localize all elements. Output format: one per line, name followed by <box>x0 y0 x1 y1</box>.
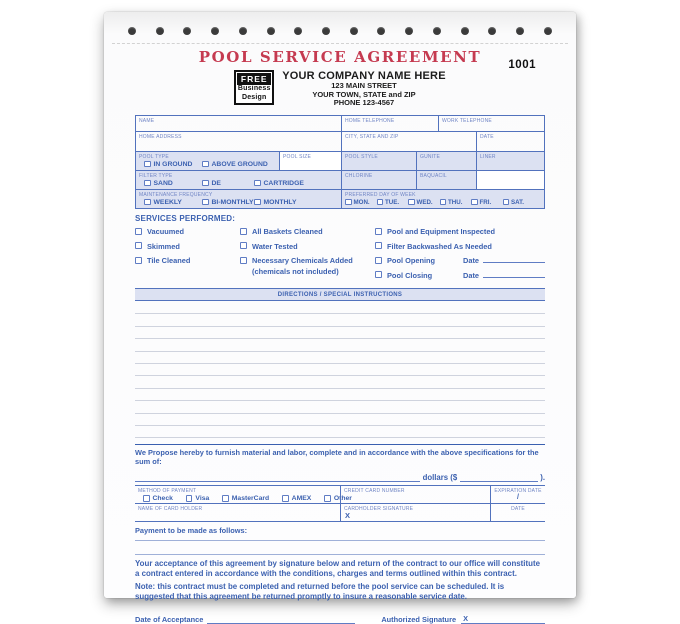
liner-label: LINER <box>480 153 496 160</box>
chlorine-field[interactable] <box>341 171 416 189</box>
pool-closing-date-line[interactable] <box>483 271 545 278</box>
necessary-chemicals-label: Necessary Chemicals Added <box>252 256 353 265</box>
friday-label: FRI. <box>479 198 492 206</box>
in-ground-label: IN GROUND <box>153 160 193 168</box>
weekly-label: WEEKLY <box>153 198 182 206</box>
payment-date-field[interactable] <box>490 504 545 521</box>
blank-line[interactable] <box>135 314 545 326</box>
dollars-close-paren: ). <box>540 473 545 483</box>
date-of-acceptance-label: Date of Acceptance <box>135 614 204 624</box>
checkbox-friday[interactable] <box>471 199 478 206</box>
checkbox-weekly[interactable] <box>144 199 151 206</box>
feed-hole-icon <box>405 27 413 35</box>
name-label: NAME <box>139 117 155 124</box>
chemicals-note: (chemicals not included) <box>252 266 339 276</box>
de-label: DE <box>211 179 221 187</box>
cartridge-label: CARTRIDGE <box>263 179 304 187</box>
feed-hole-icon <box>211 27 219 35</box>
checkbox-monthly[interactable] <box>254 199 261 206</box>
company-address1: 123 MAIN STREET <box>331 81 397 90</box>
method-of-payment-label: METHOD OF PAYMENT <box>138 487 197 494</box>
logo-design-text: Design <box>241 93 267 101</box>
feed-hole-icon <box>156 27 164 35</box>
logo-free-text: FREE <box>237 73 271 85</box>
expiration-date-field[interactable] <box>490 486 545 503</box>
empty-field[interactable] <box>476 171 544 189</box>
checkbox-tuesday[interactable] <box>377 199 384 206</box>
home-telephone-label: HOME TELEPHONE <box>345 117 395 124</box>
checkbox-tile-cleaned[interactable] <box>135 257 142 264</box>
baquacil-field[interactable] <box>416 171 476 189</box>
blank-line[interactable] <box>135 364 545 376</box>
pool-type-cell <box>136 152 279 170</box>
pool-opening-date-label: Date <box>463 256 480 265</box>
tile-cleaned-label: Tile Cleaned <box>147 256 191 265</box>
checkbox-sand[interactable] <box>144 180 151 187</box>
pool-type-label: POOL TYPE <box>139 153 169 160</box>
filter-type-cell <box>136 171 341 189</box>
skimmed-label: Skimmed <box>147 241 180 251</box>
tractor-feed-holes <box>104 12 576 35</box>
checkbox-wednesday[interactable] <box>408 199 415 206</box>
pool-closing-date-label: Date <box>463 270 480 280</box>
perforation-line <box>112 43 568 44</box>
note-paragraph: Note: this contract must be completed and returned before the pool service can be scheduled. It is suggested that this agreement be returned promptly to insure a reasonable service date. <box>135 582 505 602</box>
preferred-day-label: PREFERRED DAY OF WEEK <box>345 191 416 198</box>
checkbox-all-baskets-cleaned[interactable] <box>240 228 247 235</box>
feed-hole-icon <box>461 27 469 35</box>
filter-backwashed-label: Filter Backwashed As Needed <box>387 241 492 251</box>
payment-date-label: DATE <box>511 505 525 512</box>
date-of-acceptance-line[interactable] <box>207 616 355 624</box>
other-label: Other <box>333 494 352 502</box>
company-address2: YOUR TOWN, STATE and ZIP <box>312 89 416 99</box>
feed-hole-icon <box>433 27 441 35</box>
checkbox-thursday[interactable] <box>440 199 447 206</box>
tuesday-label: TUE. <box>385 198 400 206</box>
checkbox-vacuumed[interactable] <box>135 228 142 235</box>
dollars-label: dollars ($ <box>422 473 458 483</box>
date-field[interactable] <box>476 132 544 151</box>
chlorine-label: CHLORINE <box>345 172 373 179</box>
monthly-label: MONTHLY <box>263 198 297 206</box>
feed-hole-icon <box>350 27 358 35</box>
sand-label: SAND <box>153 179 173 187</box>
checkbox-other[interactable] <box>324 495 331 502</box>
above-ground-label: ABOVE GROUND <box>211 160 268 168</box>
free-business-design-logo <box>234 70 274 105</box>
feed-hole-icon <box>239 27 247 35</box>
blank-line[interactable] <box>135 339 545 351</box>
blank-line[interactable] <box>135 352 545 364</box>
water-tested-label: Water Tested <box>252 241 298 251</box>
dollar-amount-line[interactable] <box>460 474 538 482</box>
contact-pool-grid <box>135 115 545 209</box>
feed-hole-icon <box>488 27 496 35</box>
logo-business-text: Business <box>237 85 271 92</box>
checkbox-pool-opening[interactable] <box>375 257 382 264</box>
authorized-signature-label: Authorized Signature <box>381 614 457 624</box>
payment-grid <box>135 485 545 522</box>
maintenance-frequency-label: MAINTENANCE FREQUENCY <box>139 191 213 198</box>
checkbox-amex[interactable] <box>282 495 289 502</box>
city-state-zip-label: CITY, STATE AND ZIP <box>345 133 399 140</box>
company-phone: PHONE 123-4567 <box>333 98 395 108</box>
acceptance-paragraph: Your acceptance of this agreement by signature below and return of the contract to our office will constitute a contract entered in accordance with the conditions, charges and terms outlined within this contract. <box>135 559 540 578</box>
sum-amount-line[interactable] <box>135 474 420 482</box>
authorized-signature-x: X <box>463 613 468 623</box>
pool-closing-label: Pool Closing <box>387 270 433 280</box>
feed-hole-icon <box>294 27 302 35</box>
form-number: 1001 <box>508 59 536 71</box>
checkbox-filter-backwashed[interactable] <box>375 242 382 249</box>
baquacil-label: BAQUACIL <box>420 172 447 179</box>
pool-equipment-inspected-label: Pool and Equipment Inspected <box>387 227 495 236</box>
feed-hole-icon <box>322 27 330 35</box>
monday-label: MON. <box>353 198 370 206</box>
form-title: POOL SERVICE AGREEMENT <box>198 48 482 66</box>
card-holder-name-field[interactable] <box>135 504 340 521</box>
vacuumed-label: Vacuumed <box>147 227 184 236</box>
form-paper <box>104 12 576 624</box>
preferred-day-cell <box>341 190 544 208</box>
gunite-label: GUNITE <box>420 153 441 160</box>
home-address-field[interactable] <box>136 132 341 151</box>
blank-line[interactable] <box>135 426 545 438</box>
feed-hole-icon <box>128 27 136 35</box>
gunite-field[interactable] <box>416 152 476 170</box>
pool-size-field[interactable] <box>279 152 341 170</box>
amex-label: AMEX <box>291 494 312 502</box>
blank-line[interactable] <box>135 302 545 314</box>
checkbox-de[interactable] <box>202 180 209 187</box>
directions-writing-area[interactable] <box>135 302 545 438</box>
credit-card-number-field[interactable] <box>340 486 490 503</box>
feed-hole-icon <box>544 27 552 35</box>
cardholder-signature-field[interactable] <box>340 504 490 521</box>
blank-line[interactable] <box>135 327 545 339</box>
signature-x-mark: X <box>345 510 351 520</box>
maintenance-frequency-cell <box>136 190 341 208</box>
checkbox-necessary-chemicals[interactable] <box>240 257 247 264</box>
liner-field[interactable] <box>476 152 544 170</box>
work-telephone-label: WORK TELEPHONE <box>442 117 492 124</box>
pool-style-label: POOL STYLE <box>345 153 378 160</box>
thursday-label: THU. <box>448 198 463 206</box>
cardholder-signature-label: CARDHOLDER SIGNATURE <box>344 505 414 512</box>
wednesday-label: WED. <box>416 198 433 206</box>
company-header <box>104 70 576 110</box>
checkbox-saturday[interactable] <box>503 199 510 206</box>
checkbox-monday[interactable] <box>345 199 352 206</box>
directions-header: DIRECTIONS / SPECIAL INSTRUCTIONS <box>135 288 545 301</box>
feed-hole-icon <box>183 27 191 35</box>
bi-monthly-label: BI-MONTHLY <box>211 198 254 206</box>
services-performed-heading: SERVICES PERFORMED: <box>135 214 236 223</box>
method-of-payment-cell <box>135 486 352 503</box>
date-label: DATE <box>480 133 494 140</box>
checkbox-pool-closing[interactable] <box>375 271 382 278</box>
pool-opening-label: Pool Opening <box>387 256 436 265</box>
proposal-text: We Propose hereby to furnish material and labor, complete and in accordance with the above specifications for the sum of: <box>135 444 545 466</box>
pool-size-label: POOL SIZE <box>283 153 312 160</box>
checkbox-cartridge[interactable] <box>254 180 261 187</box>
card-holder-name-label: NAME OF CARD HOLDER <box>138 505 203 512</box>
expiration-date-label: EXPIRATION DATE <box>494 487 542 494</box>
services-columns <box>135 227 545 285</box>
saturday-label: SAT. <box>511 198 524 206</box>
blank-line[interactable] <box>135 376 545 388</box>
credit-card-number-label: CREDIT CARD NUMBER <box>344 487 405 494</box>
pool-opening-date-line[interactable] <box>483 256 545 263</box>
mastercard-label: MasterCard <box>231 494 270 502</box>
feed-hole-icon <box>267 27 275 35</box>
city-state-zip-field[interactable] <box>341 132 476 151</box>
expiration-slash: / <box>517 493 519 501</box>
checkbox-water-tested[interactable] <box>240 242 247 249</box>
checkbox-bi-monthly[interactable] <box>202 199 209 206</box>
feed-hole-icon <box>516 27 524 35</box>
checkbox-pool-equipment-inspected[interactable] <box>375 228 382 235</box>
checkbox-skimmed[interactable] <box>135 242 142 249</box>
blank-line[interactable] <box>135 414 545 426</box>
checkbox-in-ground[interactable] <box>144 161 151 168</box>
checkbox-above-ground[interactable] <box>202 161 209 168</box>
payment-blank-line[interactable] <box>135 541 545 555</box>
name-field[interactable] <box>136 116 341 131</box>
visa-label: Visa <box>195 494 210 502</box>
feed-hole-icon <box>377 27 385 35</box>
payment-follows-text: Payment to be made as follows: <box>135 526 248 536</box>
company-name: YOUR COMPANY NAME HERE <box>282 70 446 82</box>
filter-type-label: FILTER TYPE <box>139 172 173 179</box>
blank-line[interactable] <box>135 401 545 413</box>
checkbox-visa[interactable] <box>186 495 193 502</box>
work-telephone-field[interactable] <box>438 116 544 131</box>
all-baskets-cleaned-label: All Baskets Cleaned <box>252 227 323 236</box>
home-address-label: HOME ADDRESS <box>139 133 182 140</box>
blank-line[interactable] <box>135 389 545 401</box>
checkbox-mastercard[interactable] <box>222 495 229 502</box>
authorized-signature-line[interactable] <box>470 616 545 624</box>
home-telephone-field[interactable] <box>341 116 438 131</box>
pool-style-field[interactable] <box>341 152 416 170</box>
check-label: Check <box>152 494 173 502</box>
checkbox-check[interactable] <box>143 495 150 502</box>
